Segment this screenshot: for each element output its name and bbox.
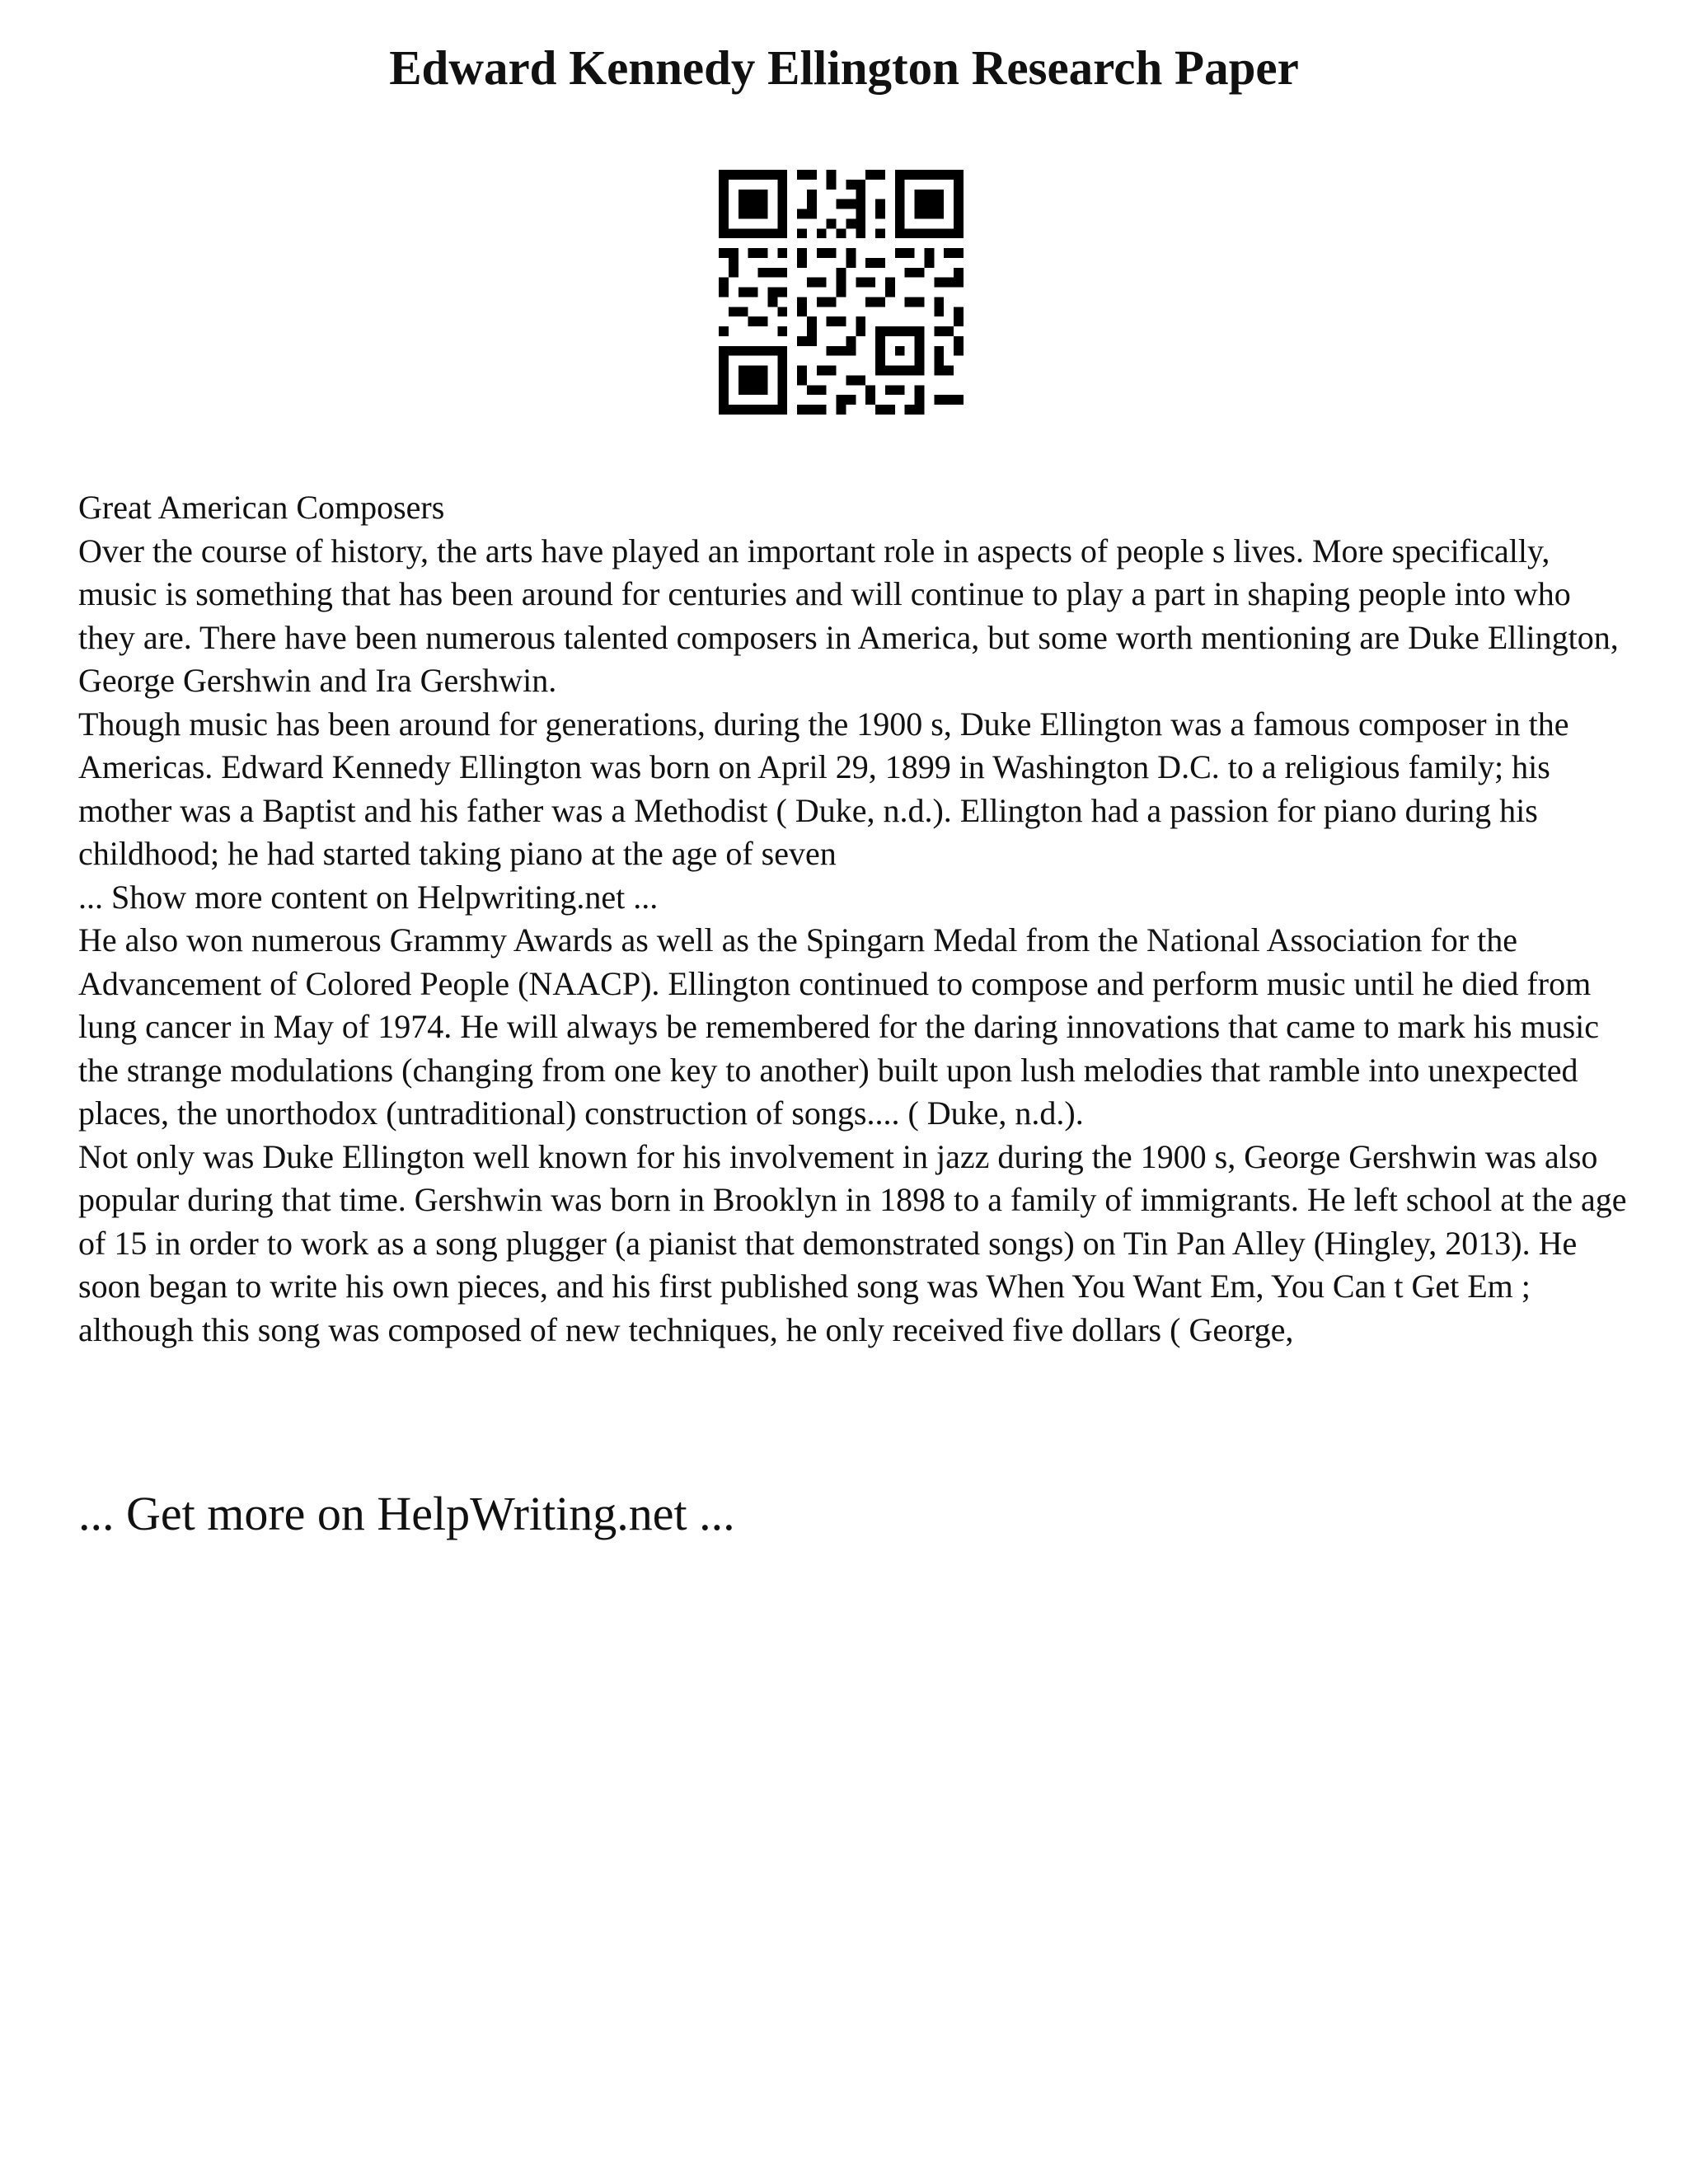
section-heading: Great American Composers bbox=[78, 489, 445, 526]
paragraph: Over the course of history, the arts have played an important role in aspects of people s lives. More specifically, music is something that has been around for centuries and will continue to play a part in shaping people into who they are. There have been numerous talented composers in America, but some worth mentioning are Duke Ellington, George Gershwin and Ira Gershwin. bbox=[78, 532, 1619, 699]
paragraph: Though music has been around for generations, during the 1900 s, Duke Ellington was a famous composer in the Americas. Edward Kennedy Ellington was born on April 29, 1899 in Washington D.C. to a religious family; his mother was a Baptist and his father was a Methodist ( Duke, n.d.). Ellington had a passion for piano during his childhood; he had started taking piano at the age of seven bbox=[78, 705, 1569, 872]
document-title: Edward Kennedy Ellington Research Paper bbox=[389, 40, 1299, 95]
paragraph: He also won numerous Grammy Awards as well as the Spingarn Medal from the National Association for the Advancement of Colored People (NAACP). Ellington continued to compose and perform music until he died from lung cancer in May of 1974. He will always be remembered for the daring innovations that came to mark his music the strange modulations (changing from one key to another) built upon lush melodies that ramble into unexpected places, the unorthodox (untraditional) construction of songs.... ( Duke, n.d.). bbox=[78, 921, 1600, 1132]
document-body bbox=[78, 486, 1628, 1352]
show-more-link[interactable]: ... Show more content on Helpwriting.net ... bbox=[78, 878, 659, 916]
qr-code-icon[interactable] bbox=[719, 170, 964, 415]
paragraph: Not only was Duke Ellington well known for his involvement in jazz during the 1900 s, George Gershwin was also popular during that time. Gershwin was born in Brooklyn in 1898 to a family of immigrants. He left school at the age of 15 in order to work as a song plugger (a pianist that demonstrated songs) on Tin Pan Alley (Hingley, 2013). He soon began to write his own pieces, and his first published song was When You Want Em, You Can t Get Em ; although this song was composed of new techniques, he only received five dollars ( George, bbox=[78, 1137, 1627, 1348]
get-more-link[interactable]: ... Get more on HelpWriting.net ... bbox=[78, 1487, 735, 1540]
